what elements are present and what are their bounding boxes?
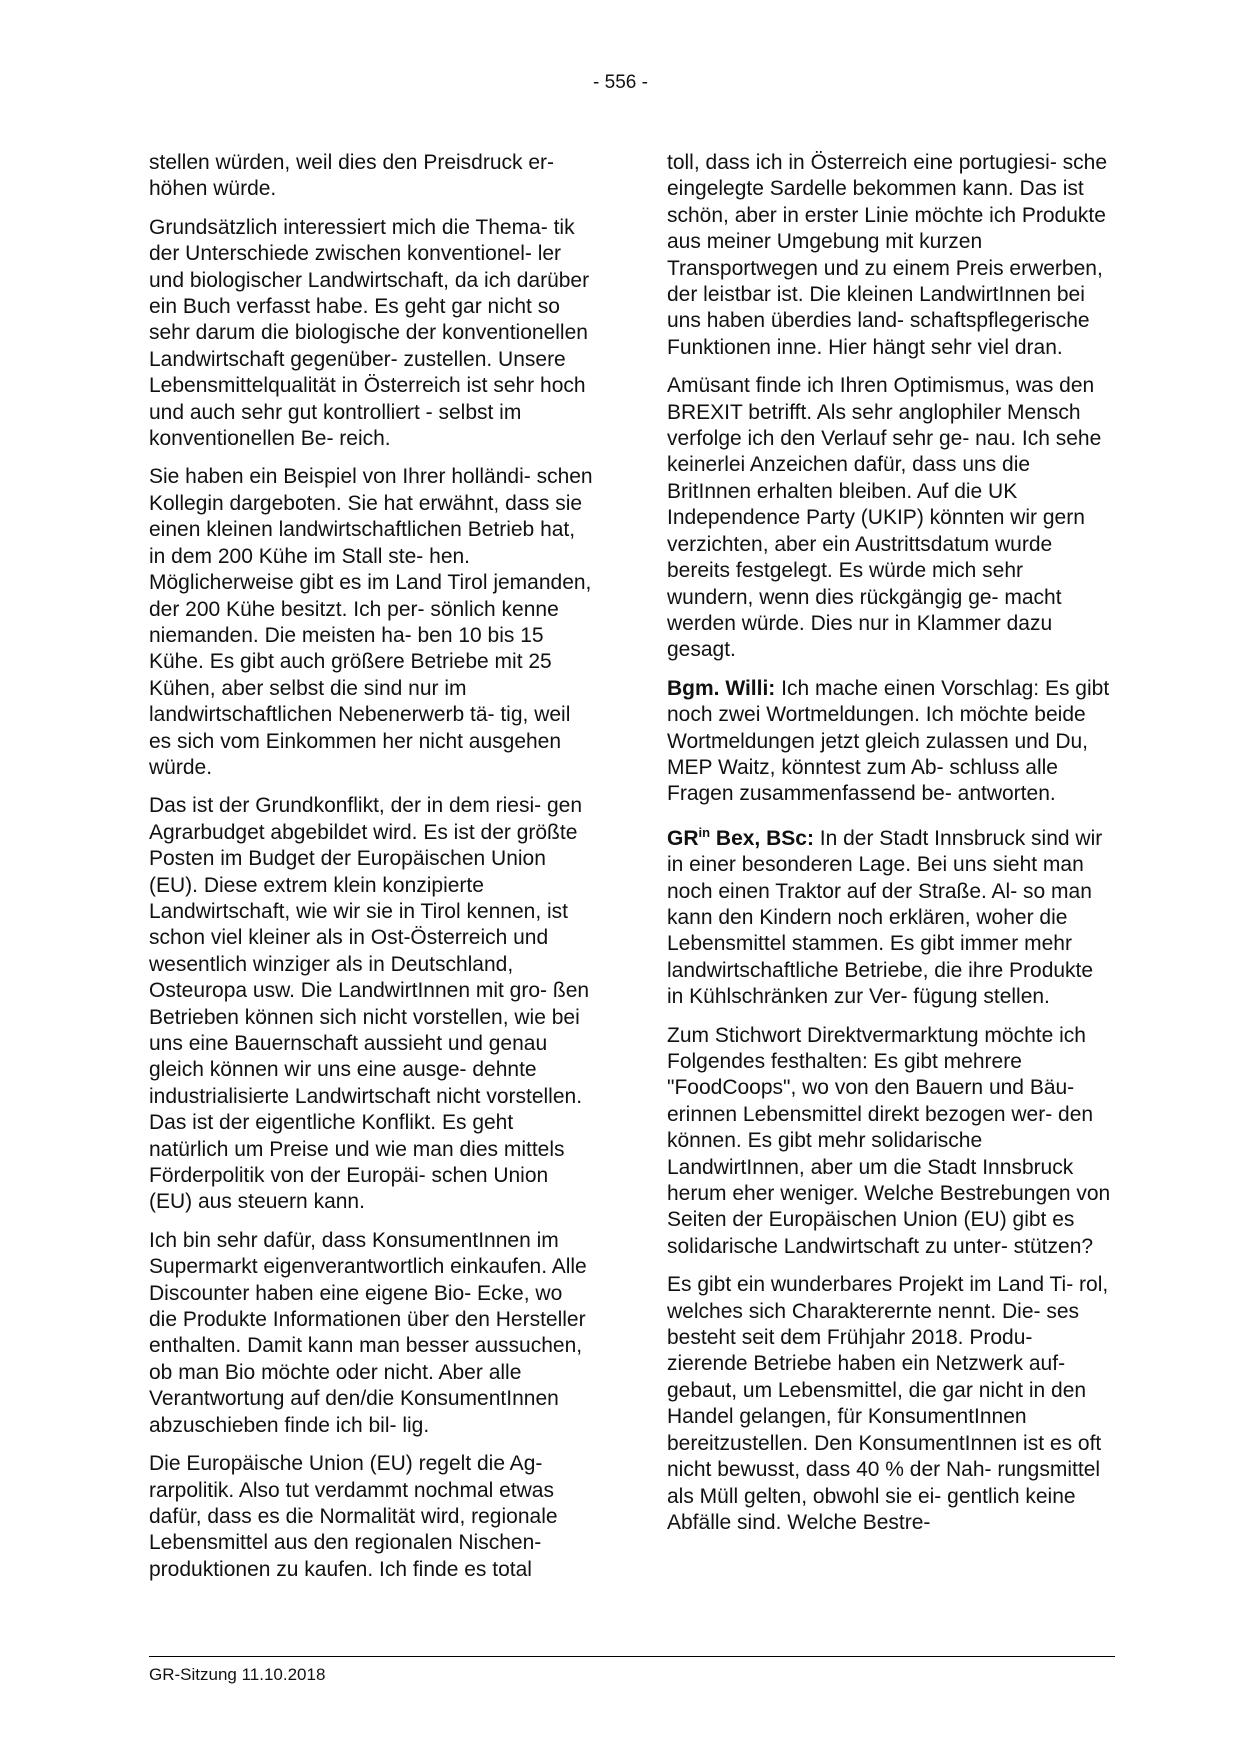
- page-number: - 556 -: [593, 72, 648, 93]
- paragraph-speech-bex: [667, 820, 1112, 1011]
- footer-divider: [149, 1656, 1115, 1657]
- paragraph: Zum Stichwort Direktvermarktung möchte ich Folgendes festhalten: Es gibt mehrere "FoodCoops", wo von den Bauern und Bäu- erinnen Lebensmittel direkt bezogen wer- den können. Es gibt mehr solidarische LandwirtInnen, aber um die Stadt Innsbruck herum eher weniger. Welche Bestrebungen von Seiten der Europäischen Union (EU) gibt es solidarische Landwirtschaft zu unter- stützen?: [667, 1023, 1111, 1258]
- paragraph: Amüsant finde ich Ihren Optimismus, was den BREXIT betrifft. Als sehr anglophiler Mensch verfolge ich den Verlauf sehr ge- nau. Ich sehe keinerlei Anzeichen dafür, dass uns die BritInnen erhalten bleiben. Auf die UK Independence Party (UKIP) könnten wir gern verzichten, aber ein Austrittsdatum wurde bereits festgelegt. Es würde mich sehr wundern, wenn dies rückgängig ge- macht werden würde. Dies nur in Klammer dazu gesagt.: [667, 374, 1102, 662]
- paragraph: Das ist der Grundkonflikt, der in dem riesi- gen Agrarbudget abgebildet wird. Es ist der größte Posten im Budget der Europäischen Union (EU). Diese extrem klein konzipierte Landwirtschaft, wie wir sie in Tirol kennen, ist schon viel kleiner als in Ost-Österreich und wesentlich winziger als in Deutschland, Osteuropa usw. Die LandwirtInnen mit gro- ßen Betrieben können sich nicht vorstellen, wie bei uns eine Bauernschaft aussieht und genau gleich können wir uns eine ausge- dehnte industrialisierte Landwirtschaft nicht vorstellen. Das ist der eigentliche Konflikt. Es geht natürlich um Preise und wie man dies mittels Förderpolitik von der Europäi- schen Union (EU) aus steuern kann.: [149, 794, 590, 1214]
- footer-session-date: GR-Sitzung 11.10.2018: [149, 1665, 326, 1684]
- speech-text: In der Stadt Innsbruck sind wir in einer besonderen Lage. Bei uns sieht man noch einen Traktor auf der Straße. Al- so man kann den Kindern noch erklären, woher die Lebensmittel stammen. Es gibt immer mehr landwirtschaftliche Betriebe, die ihre Produkte in Kühlschränken zur Ver- fügung stellen.: [667, 826, 1103, 1009]
- left-column: [149, 150, 594, 1595]
- speech-text: Ich mache einen Vorschlag: Es gibt noch zwei Wortmeldungen. Ich möchte beide Wortmeldungen jetzt gleich zulassen und Du, MEP Waitz, könntest zum Ab- schluss alle Fragen zusammenfassend be- antworten.: [667, 676, 1110, 806]
- speaker-title: GR: [667, 826, 699, 850]
- right-column: [667, 150, 1112, 1548]
- speaker-surname: Bex, BSc:: [710, 826, 814, 850]
- paragraph: Es gibt ein wunderbares Projekt im Land Ti- rol, welches sich Charakterernte nennt. Die- ses besteht seit dem Frühjahr 2018. Produ- zierende Betriebe haben ein Netzwerk auf- gebaut, um Lebensmittel, die gar nicht in den Handel gelangen, für KonsumentInnen bereitzustellen. Den KonsumentInnen ist es oft nicht bewusst, dass 40 % der Nah- rungsmittel als Müll gelten, obwohl sie ei- gentlich keine Abfälle sind. Welche Bestre-: [667, 1273, 1109, 1534]
- paragraph: stellen würden, weil dies den Preisdruck er- höhen würde.: [149, 151, 555, 201]
- paragraph: Ich bin sehr dafür, dass KonsumentInnen im Supermarkt eigenverantwortlich einkaufen. Alle Discounter haben eine eigene Bio- Ecke, wo die Produkte Informationen über den Hersteller enthalten. Damit kann man besser aussuchen, ob man Bio möchte oder nicht. Aber alle Verantwortung auf den/die KonsumentInnen abzuschieben finde ich bil- lig.: [149, 1228, 587, 1437]
- paragraph: Sie haben ein Beispiel von Ihrer holländi- schen Kollegin dargeboten. Sie hat erwähnt, dass sie einen kleinen landwirtschaftlichen Betrieb hat, in dem 200 Kühe im Stall ste- hen. Möglicherweise gibt es im Land Tirol jemanden, der 200 Kühe besitzt. Ich per- sönlich kenne niemanden. Die meisten ha- ben 10 bis 15 Kühe. Es gibt auch größere Betriebe mit 25 Kühen, aber selbst die sind nur im landwirtschaftlichen Nebenerwerb tä- tig, weil es sich vom Einkommen her nicht ausgehen würde.: [149, 465, 593, 779]
- speaker-title-suffix: in: [698, 824, 711, 840]
- paragraph: toll, dass ich in Österreich eine portugiesi- sche eingelegte Sardelle bekommen kann. Das ist schön, aber in erster Linie möchte ich Produkte aus meiner Umgebung mit kurzen Transportwegen und zu einem Preis erwerben, der leistbar ist. Die kleinen LandwirtInnen bei uns haben überdies land- schaftspflegerische Funktionen inne. Hier hängt sehr viel dran.: [667, 151, 1108, 359]
- paragraph-speech-willi: [667, 676, 1112, 808]
- speaker-name: [667, 824, 814, 850]
- paragraph: Die Europäische Union (EU) regelt die Ag- rarpolitik. Also tut verdammt nochmal etwas dafür, dass es die Normalität wird, regionale Lebensmittel aus den regionalen Nischen- produktionen zu kaufen. Ich finde es total: [149, 1452, 558, 1581]
- speaker-name: Bgm. Willi:: [667, 676, 776, 700]
- paragraph: Grundsätzlich interessiert mich die Thema- tik der Unterschiede zwischen konventionel- ler und biologischer Landwirtschaft, da ich darüber ein Buch verfasst habe. Es geht gar nicht so sehr darum die biologische der konventionellen Landwirtschaft gegenüber- zustellen. Unsere Lebensmittelqualität in Österreich ist sehr hoch und auch sehr gut kontrolliert - selbst im konventionellen Be- reich.: [149, 215, 590, 451]
